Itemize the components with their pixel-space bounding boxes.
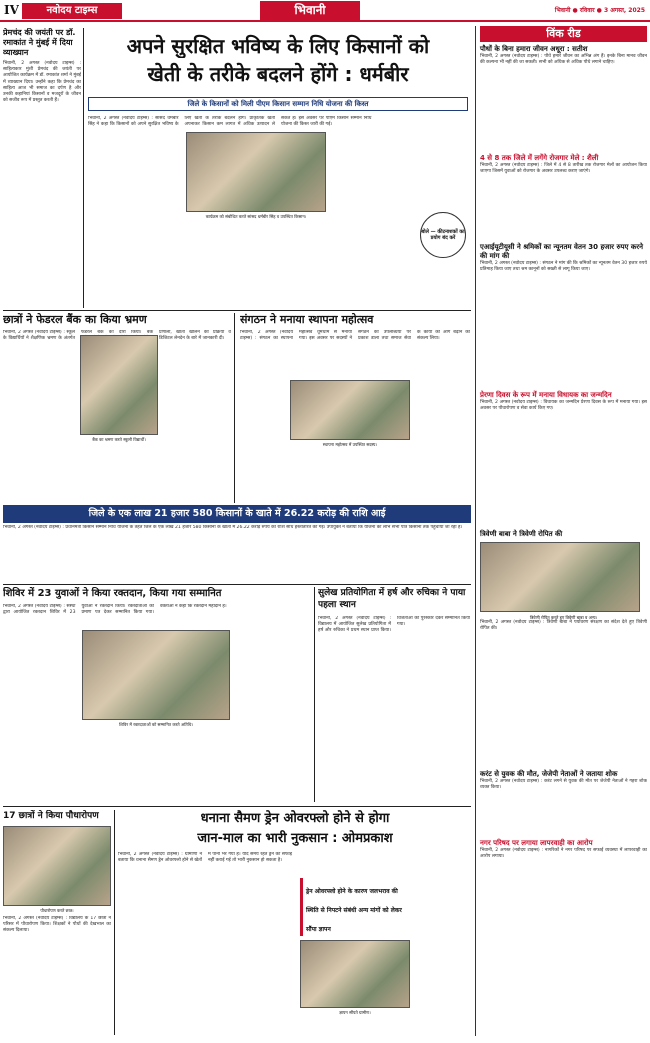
- section-title: भिवानी: [260, 1, 360, 20]
- banner-headline: जिले के एक लाख 21 हजार 580 किसानों के खाते में 26.22 करोड़ की राशि आई: [3, 505, 471, 523]
- students-photo-caption: बैंक का भ्रमण करते स्कूली विद्यार्थी।: [92, 437, 146, 442]
- top-left-story: [3, 28, 81, 308]
- competition-body: [318, 616, 470, 802]
- sidebar-item7-body: भिवानी, 2 अगस्त (नवोदय टाइम्स) : नागरिकों ने नगर परिषद पर सफाई व्यवस्था में लापरवाही का आरोप लगाया।: [480, 848, 647, 860]
- sidebar: [475, 26, 647, 1036]
- drain-pullquote: [300, 878, 410, 936]
- sidebar-item4-body: भिवानी, 2 अगस्त (नवोदय टाइम्स) : विधायक का जन्मदिन प्रेरणा दिवस के रूप में मनाया गया। इस अवसर पर पौधारोपण व सेवा कार्य किए गए।: [480, 400, 647, 412]
- sidebar-item2-body: भिवानी, 2 अगस्त (नवोदय टाइम्स) : जिले में 4 से 8 तारीख तक रोजगार मेलों का आयोजन किया जाएगा जिसमें युवाओं को रोजगार के अवसर उपलब्ध कराए जाएंगे।: [480, 163, 647, 175]
- lead-quote-text: बोले — कीटनाशकों का प्रयोग बंद करें: [421, 229, 465, 241]
- blood-body-text: भिवानी, 2 अगस्त (नवोदय टाइम्स) : संस्था द्वारा आयोजित रक्तदान शिविर में 23 युवाओं ने रक्तदान किया। रक्तदाताओं को प्रमाण पत्र देकर सम्मानित किया गया। वक्ताओं ने कहा कि रक्तदान महादान है।: [3, 604, 227, 616]
- top-left-headline: प्रेमचंद की जयंती पर डॉ. रमाकांत ने मुंबई में दिया व्याख्यान: [3, 28, 76, 57]
- foundation-body-text: भिवानी, 2 अगस्त (नवोदय टाइम्स) : संगठन का स्थापना महोत्सव धूमधाम से मनाया गया। इस अवसर पर सदस्यों ने संगठन की उपलब्धियों पर प्रकाश डाला तथा समाज सेवा के कार्यों को आगे बढ़ाने का संकल्प लिया।: [240, 330, 470, 342]
- sidebar-item3-headline: एआईयूटीयूसी ने श्रमिकों का न्यूनतम वेतन 30 हजार रुपए करने की मांग की: [480, 243, 644, 260]
- drain-photo: [300, 940, 410, 1008]
- students-photo: [80, 335, 158, 435]
- sidebar-item5-headline: त्रिवेणी बाबा ने त्रिवेणी रोपित की: [480, 530, 563, 538]
- drain-pullquote-text: ड्रेन ओवरफ्लो होने के कारण जलभराव की स्थिति से निपटने संबंधी अन्य मांगों को लेकर सौंपा ज्ञापन: [306, 888, 402, 933]
- drain-photo-caption: ज्ञापन सौंपते ग्रामीण।: [339, 1010, 371, 1015]
- paper-name: नवोदय टाइम्स: [22, 3, 122, 19]
- sidebar-item2-headline: 4 से 8 तक जिले में लगेंगे रोजगार मेले : शैली: [480, 154, 599, 162]
- plantation-photo: [3, 826, 111, 906]
- sidebar-item3-body: भिवानी, 2 अगस्त (नवोदय टाइम्स) : संगठन ने मांग की कि श्रमिकों का न्यूनतम वेतन 30 हजार रुपये प्रतिमाह किया जाए तथा श्रम कानूनों को सख्ती से लागू किया जाए।: [480, 261, 647, 273]
- banner-body: भिवानी, 2 अगस्त (नवोदय टाइम्स) : प्रधानमंत्री किसान सम्मान निधि योजना के तहत जिले के एक लाख 21 हजार 580 किसानों के खातों में 26.22 करोड़ रुपये की राशि सीधे हस्तांतरित की गई। उपायुक्त ने बताया कि योजना का लाभ सभी पात्र किसानों तक पहुंचाया जा रहा है।: [3, 525, 463, 530]
- competition-headline: सुलेख प्रतियोगिता में हर्ष और रुचिका ने पाया पहला स्थान: [318, 588, 466, 610]
- lead-body-text: भिवानी, 2 अगस्त (नवोदय टाइम्स) : सांसद धर्मबीर सिंह ने कहा कि किसानों को अपने सुरक्षित भविष्य के लिए खेती के तरीके बदलने होंगे। प्राकृतिक खेती अपनाकर किसान कम लागत में अधिक उत्पादन ले सकते हैं। इस अवसर पर पीएम किसान सम्मान निधि योजना की किस्त जारी की गई।: [88, 116, 372, 128]
- sidebar-item5-caption: त्रिवेणी रोपित करते हुए त्रिवेणी बाबा व अन्य।: [529, 615, 598, 620]
- masthead: [0, 0, 650, 22]
- lead-quote: [420, 212, 466, 258]
- sidebar-item7-headline: नगर परिषद पर लगाया लापरवाही का आरोप: [480, 839, 593, 847]
- lead-subheadline: जिले के किसानों को मिली पीएम किसान सम्मान निधि योजना की किस्त: [88, 97, 468, 111]
- drain-headline-1: धनाना सैमण ड्रेन ओवरफ्लो होने से होगा: [200, 811, 390, 826]
- blood-headline: शिविर में 23 युवाओं ने किया रक्तदान, किया गया सम्मानित: [3, 588, 222, 599]
- divider: [83, 28, 84, 308]
- top-left-body: भिवानी, 2 अगस्त (नवोदय टाइम्स) : साहित्यकार मुंशी प्रेमचंद की जयंती पर आयोजित कार्यक्रम में डॉ. रमाकांत शर्मा ने मुंबई में व्याख्यान दिया। उन्होंने कहा कि प्रेमचंद का साहित्य आज भी समाज का दर्पण है और उनकी कहानियां किसानों व मजदूरों के जीवन को सजीव रूप में प्रस्तुत करती हैं।: [3, 61, 81, 104]
- page-number: IV: [4, 3, 19, 17]
- lead-photo: [186, 132, 326, 212]
- plantation-photo-caption: पौधारोपण करते छात्र।: [40, 908, 74, 913]
- sidebar-item5-body: भिवानी, 2 अगस्त (नवोदय टाइम्स) : त्रिवेणी बाबा ने पर्यावरण संरक्षण का संदेश देते हुए त्रिवेणी रोपित की।: [480, 620, 647, 632]
- sidebar-item6-body: भिवानी, 2 अगस्त (नवोदय टाइम्स) : करंट लगने से युवक की मौत पर जेजेपी नेताओं ने गहरा शोक व्यक्त किया।: [480, 779, 647, 791]
- sidebar-photo: [480, 542, 640, 612]
- divider: [234, 313, 235, 503]
- foundation-headline: संगठन ने मनाया स्थापना महोत्सव: [240, 313, 374, 326]
- sidebar-item4-headline: प्रेरणा दिवस के रूप में मनाया विधायक का जन्मदिन: [480, 391, 612, 399]
- plantation-headline: 17 छात्रों ने किया पौधारोपण: [3, 811, 99, 821]
- students-headline: छात्रों ने फेडरल बैंक का किया भ्रमण: [3, 313, 147, 326]
- lead-headline-2: खेती के तरीके बदलने होंगे : धर्मबीर: [147, 62, 409, 86]
- divider: [314, 587, 315, 802]
- divider: [3, 310, 471, 311]
- foundation-photo: [290, 380, 410, 440]
- divider: [3, 806, 471, 807]
- blood-photo: [82, 630, 230, 720]
- divider: [3, 584, 471, 585]
- drain-body: [118, 852, 472, 1037]
- lead-photo-caption: कार्यक्रम को संबोधित करते सांसद धर्मबीर सिंह व उपस्थित किसान।: [205, 214, 307, 219]
- plantation-body: भिवानी, 2 अगस्त (नवोदय टाइम्स) : विद्यालय के 17 छात्रों ने परिसर में पौधारोपण किया। शिक्षकों ने पौधों की देखभाल का संकल्प दिलाया।: [3, 916, 111, 934]
- date-line: भिवानी ● रविवार ● 3 अगस्त, 2025: [554, 7, 645, 14]
- drain-headline-2: जान-माल का भारी नुकसान : ओमप्रकाश: [197, 831, 393, 846]
- blood-photo-caption: शिविर में रक्तदाताओं को सम्मानित करते अतिथि।: [118, 722, 194, 727]
- sidebar-title: विंक रीड: [480, 26, 647, 42]
- foundation-photo-caption: स्थापना महोत्सव में उपस्थित सदस्य।: [322, 442, 378, 447]
- drain-body-text: भिवानी, 2 अगस्त (नवोदय टाइम्स) : ग्रामीणों ने बताया कि धनाना सैमण ड्रेन ओवरफ्लो होने से खेतों में पानी भर गया है। यदि समय रहते ड्रेन की सफाई नहीं कराई गई तो भारी नुकसान हो सकता है।: [118, 852, 292, 864]
- competition-body-text: भिवानी, 2 अगस्त (नवोदय टाइम्स) : विद्यालय में आयोजित सुलेख प्रतियोगिता में हर्ष और रुचिका ने प्रथम स्थान प्राप्त किया। विजेताओं को पुरस्कार देकर सम्मानित किया गया।: [318, 616, 470, 634]
- sidebar-item1-body: भिवानी, 2 अगस्त (नवोदय टाइम्स) : पौधे हमारे जीवन का अभिन्न अंग हैं। इनके बिना मानव जीवन की कल्पना भी नहीं की जा सकती। सभी को अधिक से अधिक पौधे लगाने चाहिए।: [480, 54, 647, 66]
- lead-headline-1: अपने सुरक्षित भविष्य के लिए किसानों को: [126, 34, 430, 58]
- divider: [114, 810, 115, 1035]
- sidebar-item6-headline: करंट से युवक की मौत, जेजेपी नेताओं ने जताया शोक: [480, 770, 618, 778]
- students-body-text: भिवानी, 2 अगस्त (नवोदय टाइम्स) : स्कूल के विद्यार्थियों ने शैक्षणिक भ्रमण के अंतर्गत फेडरल बैंक का दौरा किया। बैंक प्रणाली, खाता खोलने की प्रक्रिया व डिजिटल लेनदेन के बारे में जानकारी दी।: [3, 330, 231, 342]
- sidebar-item1-headline: पौधों के बिना हमारा जीवन अधूरा : सतीश: [480, 45, 588, 53]
